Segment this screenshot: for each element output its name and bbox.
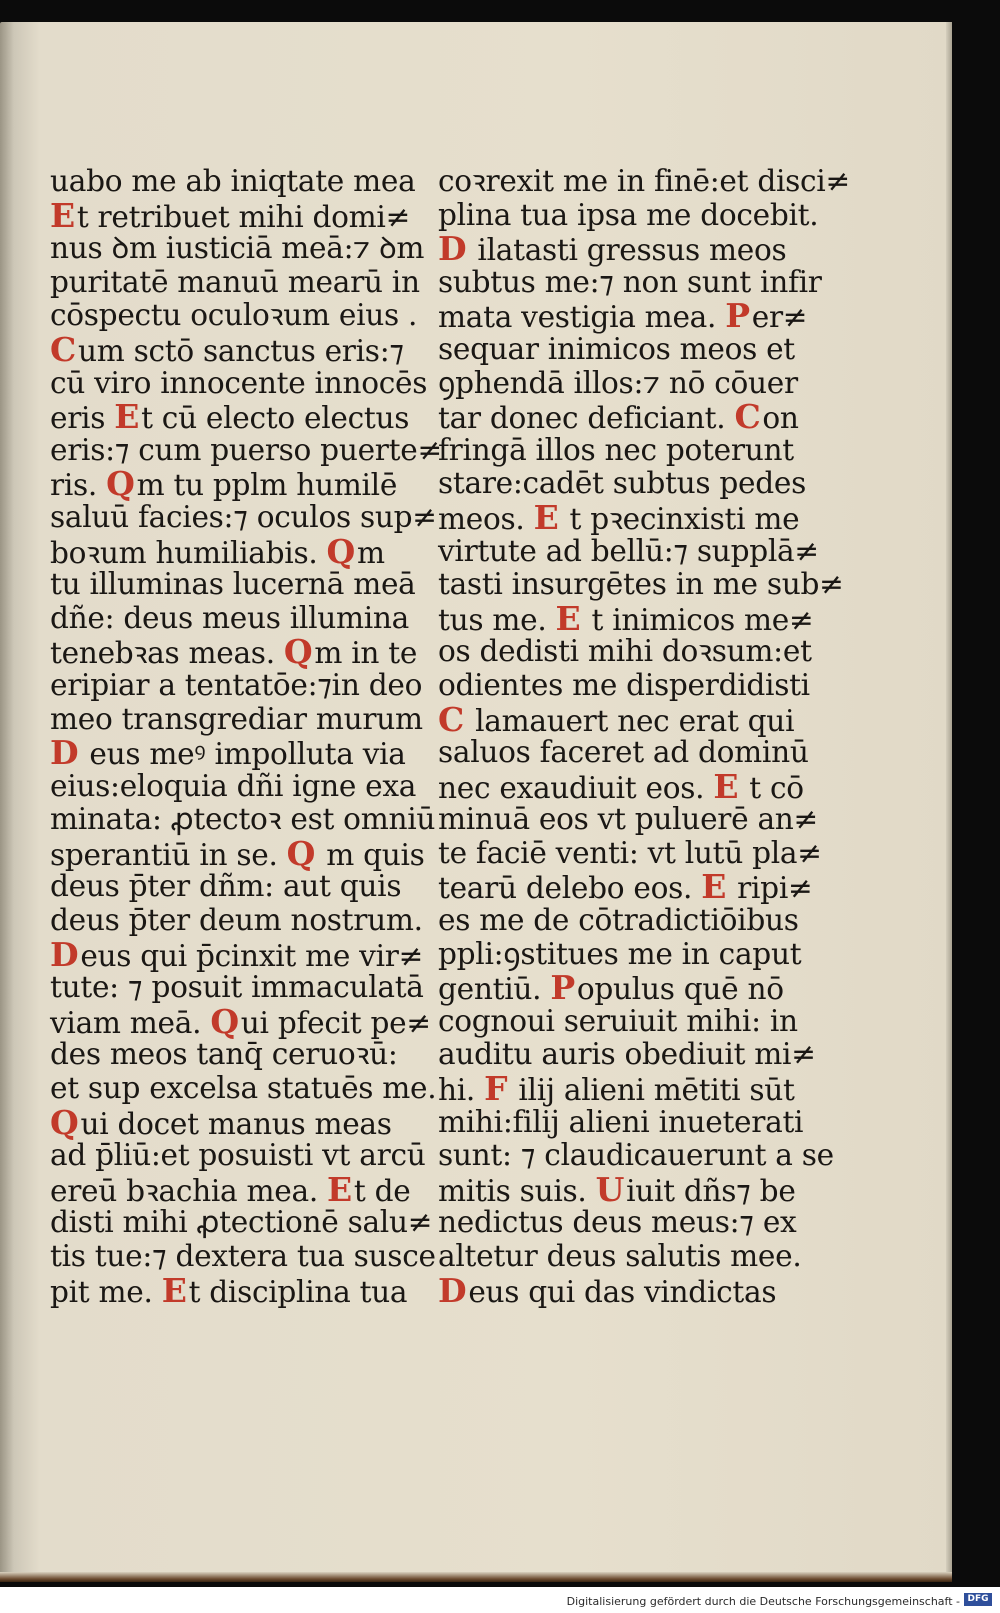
text-line	[438, 497, 810, 537]
text-line	[50, 870, 422, 904]
text-segment: minuā eos vt puluerē an≠	[438, 802, 819, 837]
text-segment: os dedisti mihi doꝛsum:et	[438, 634, 812, 669]
text-line	[50, 499, 437, 535]
rubricated-initial: E	[701, 867, 727, 907]
text-line	[438, 1169, 810, 1209]
text-segment: opulus quē nō	[576, 972, 784, 1007]
text-line	[50, 266, 422, 300]
rubricated-initial: E	[327, 1169, 352, 1209]
text-segment: m quis	[317, 837, 425, 872]
rubricated-initial: D	[438, 1270, 467, 1310]
text-line	[50, 1239, 436, 1274]
book-page	[0, 22, 952, 1582]
rubricated-initial: D	[438, 229, 467, 269]
text-segment: ilatasti gressus meos	[468, 233, 787, 268]
text-line	[438, 766, 810, 806]
text-segment: mihi:filij alieni inueterati	[438, 1104, 804, 1139]
text-segment: tus me.	[438, 602, 556, 637]
text-line	[438, 1138, 834, 1173]
text-segment: eus qui das vindictas	[468, 1274, 777, 1309]
text-segment: t pꝛecinxisti me	[560, 501, 800, 536]
text-line	[438, 802, 819, 837]
text-segment: nus ꝺm iusticiā meā:⁊ ꝺm	[50, 231, 425, 266]
rubricated-initial: Q	[106, 464, 135, 504]
right-text-column	[438, 164, 850, 1310]
text-line	[50, 568, 422, 602]
text-segment: tasti insurgētes in me sub≠	[438, 567, 844, 602]
rubricated-initial: Q	[286, 833, 316, 873]
text-line	[438, 598, 814, 638]
text-segment: tearū delebo eos.	[438, 871, 702, 906]
text-line	[50, 1270, 422, 1310]
rubricated-initial: E	[713, 766, 739, 806]
text-segment: ereū bꝛachia mea.	[50, 1173, 328, 1208]
text-line	[438, 1106, 810, 1140]
text-segment: deus p̄ter dñm: aut quis	[50, 869, 402, 904]
text-line	[50, 833, 425, 873]
text-line	[438, 699, 810, 739]
text-segment: ui docet manus meas	[80, 1106, 392, 1141]
text-segment: te faciē venti: vt lutū pla≠	[438, 835, 822, 870]
text-segment: m tu pplm humilē	[136, 468, 398, 503]
text-segment: cōspectu oculoꝛum eius .	[50, 298, 418, 333]
text-segment: sunt: ⁊ claudicauerunt a se	[438, 1138, 834, 1173]
rubricated-initial: Q	[326, 531, 355, 571]
text-segment: odientes me disperdidisti	[438, 667, 810, 702]
text-line	[438, 467, 810, 501]
text-line	[50, 733, 422, 773]
text-segment: et sup excelsa statuēs me.	[50, 1071, 437, 1106]
text-segment: t de	[353, 1173, 411, 1208]
rubricated-initial: P	[550, 968, 575, 1008]
text-line	[438, 1206, 810, 1240]
text-segment: ppli:ꝯstitues me in caput	[438, 936, 802, 971]
page-edge	[946, 22, 952, 1582]
text-segment: sperantiū in se.	[50, 837, 287, 872]
dfg-logo: DFG	[964, 1593, 992, 1606]
text-line	[438, 867, 813, 907]
text-segment: puritatē manuū mearū in	[50, 264, 420, 299]
rubricated-initial: Q	[283, 632, 313, 672]
text-line	[438, 669, 810, 703]
funding-credit: Digitalisierung gefördert durch die Deutsche Forschungsgemeinschaft -	[566, 1595, 960, 1608]
text-line	[438, 1069, 810, 1109]
text-line	[438, 835, 822, 871]
page-bottom-edge	[0, 1572, 952, 1582]
text-line	[438, 397, 810, 437]
text-line	[50, 464, 422, 504]
text-line	[438, 367, 810, 401]
text-segment: sequar inimicos meos et	[438, 331, 795, 366]
text-segment: fringā illos nec poterunt	[438, 432, 794, 467]
text-line	[438, 567, 844, 602]
text-segment: eus meꝰ impolluta via	[80, 737, 406, 772]
text-segment: saluū facies:⁊ oculos sup≠	[50, 499, 437, 534]
text-segment: t disciplina tua	[188, 1274, 408, 1309]
rubricated-initial: D	[50, 934, 79, 974]
text-line	[438, 904, 810, 938]
text-line	[50, 432, 442, 468]
rubricated-initial: E	[50, 195, 75, 235]
text-line	[50, 632, 422, 672]
text-line	[50, 231, 425, 266]
text-segment: altetur deus salutis mee.	[438, 1239, 802, 1273]
text-line	[50, 703, 422, 737]
rubricated-initial: D	[50, 733, 79, 773]
digitization-footer	[0, 1587, 1000, 1613]
text-segment: eris	[50, 401, 115, 436]
text-segment: tar donec deficiant.	[438, 401, 735, 436]
text-line	[50, 165, 422, 199]
text-segment: t cū electo electus	[141, 401, 410, 436]
text-segment: tute: ⁊ posuit immaculatā	[50, 970, 424, 1005]
rubricated-initial: Q	[50, 1102, 79, 1142]
text-segment: coꝛrexit me in finē:et disci≠	[438, 164, 850, 198]
text-line	[50, 602, 422, 636]
text-segment: uabo me ab iniqtate mea	[50, 164, 416, 198]
text-segment: t inimicos me≠	[582, 602, 814, 637]
text-line	[438, 635, 810, 669]
text-segment: disti mihi ꝓtectionē salu≠	[50, 1205, 433, 1240]
text-segment: es me de cōtradictiōibus	[438, 903, 799, 938]
rubricated-initial: F	[484, 1069, 508, 1109]
text-segment: eripiar a tentatōe:⁊in deo	[50, 667, 423, 702]
rubricated-initial: C	[438, 699, 464, 739]
text-line	[50, 802, 436, 837]
text-line	[50, 904, 422, 938]
rubricated-initial: E	[161, 1270, 187, 1310]
text-segment: virtute ad bellū:⁊ supplā≠	[438, 533, 819, 568]
text-line	[438, 736, 810, 770]
text-segment: er≠	[751, 300, 808, 335]
rubricated-initial: P	[725, 296, 750, 336]
text-segment: um sctō sanctus eris:⁊	[77, 333, 404, 368]
text-segment: stare:cadēt subtus pedes	[438, 466, 806, 501]
text-segment: mitis suis.	[438, 1173, 596, 1208]
text-segment: ris.	[50, 468, 107, 503]
text-segment: eius:eloquia dñi igne exa	[50, 768, 417, 803]
text-line	[50, 531, 422, 571]
text-segment: ꝯphendā illos:⁊ nō cōuer	[438, 365, 798, 400]
text-line	[50, 397, 422, 437]
text-line	[50, 195, 422, 235]
rubricated-initial: C	[50, 329, 76, 369]
text-segment: deus p̄ter deum nostrum.	[50, 903, 423, 938]
rubricated-initial: C	[734, 397, 761, 437]
text-line	[50, 669, 422, 703]
rubricated-initial: E	[114, 397, 140, 437]
text-segment: t cō	[740, 770, 804, 805]
text-line	[438, 1037, 816, 1072]
rubricated-initial: E	[555, 598, 581, 638]
text-line	[50, 1071, 437, 1106]
text-segment: on	[762, 401, 799, 436]
text-segment: minata: ꝓtectoꝛ est omniū	[50, 802, 436, 837]
text-segment: cognoui seruiuit mihi: in	[438, 1003, 798, 1038]
text-segment: eris:⁊ cum puerso puerte≠	[50, 432, 442, 467]
text-segment: ad p̄liū:et posuisti vt arcū	[50, 1138, 426, 1173]
text-segment: auditu auris obediuit mi≠	[438, 1037, 816, 1072]
text-line	[438, 938, 810, 972]
text-segment: nedictus deus meus:⁊ ex	[438, 1205, 797, 1240]
text-segment: m	[357, 535, 385, 570]
text-segment: pit me.	[50, 1274, 162, 1309]
text-line	[438, 1240, 810, 1274]
text-line	[438, 968, 810, 1008]
text-line	[438, 1005, 810, 1039]
text-line	[50, 299, 422, 333]
text-segment: viam meā.	[50, 1005, 211, 1040]
text-segment: tis tue:⁊ dextera tua susce	[50, 1239, 436, 1273]
text-segment: hi.	[438, 1073, 485, 1108]
text-segment: plina tua ipsa me docebit.	[438, 197, 819, 232]
text-line	[50, 971, 422, 1005]
text-line	[438, 197, 819, 233]
text-line	[50, 1169, 422, 1209]
text-line	[438, 434, 810, 468]
text-line	[438, 164, 850, 199]
text-segment: cū viro innocente innocēs	[50, 365, 428, 400]
text-line	[50, 934, 424, 974]
text-segment: m in te	[314, 636, 418, 671]
text-line	[50, 1138, 426, 1173]
text-segment: meos.	[438, 501, 534, 536]
text-line	[438, 1270, 810, 1310]
text-line	[438, 264, 822, 300]
text-segment: ripi≠	[728, 871, 813, 906]
text-line	[50, 1205, 433, 1240]
text-line	[438, 296, 810, 336]
text-segment: iuit dñs⁊ be	[626, 1173, 796, 1208]
text-line	[50, 1038, 422, 1072]
text-line	[50, 329, 422, 369]
rubricated-initial: Q	[210, 1001, 239, 1041]
text-segment: ilij alieni mētiti sūt	[509, 1073, 795, 1108]
text-segment: des meos tanq̄ ceruoꝛū:	[50, 1037, 398, 1072]
text-segment: t retribuet mihi domi≠	[76, 199, 411, 234]
text-segment: boꝛum humiliabis.	[50, 535, 327, 570]
text-line	[50, 1102, 422, 1142]
text-segment: lamauert nec erat qui	[465, 703, 795, 738]
text-line	[50, 770, 422, 804]
text-segment: nec exaudiuit eos.	[438, 770, 714, 805]
text-segment: eus qui p̄cinxit me vir≠	[80, 938, 424, 973]
text-segment: tu illuminas lucernā meā	[50, 567, 416, 602]
text-segment: gentiū.	[438, 972, 551, 1007]
text-line	[50, 365, 428, 401]
text-line	[438, 533, 819, 569]
text-segment: subtus me:⁊ non sunt infir	[438, 264, 822, 299]
text-segment: mata vestigia mea.	[438, 300, 726, 335]
text-segment: ui pfecit pe≠	[240, 1005, 431, 1040]
text-line	[50, 1001, 431, 1041]
text-line	[438, 333, 810, 367]
text-segment: tenebꝛas meas.	[50, 636, 284, 671]
rubricated-initial: E	[533, 497, 559, 537]
text-segment: saluos faceret ad dominū	[438, 735, 809, 770]
rubricated-initial: U	[595, 1169, 625, 1209]
text-segment: meo transgrediar murum	[50, 701, 423, 736]
left-text-column	[50, 164, 442, 1310]
text-line	[438, 229, 810, 269]
text-segment: dñe: deus meus illumina	[50, 600, 410, 635]
